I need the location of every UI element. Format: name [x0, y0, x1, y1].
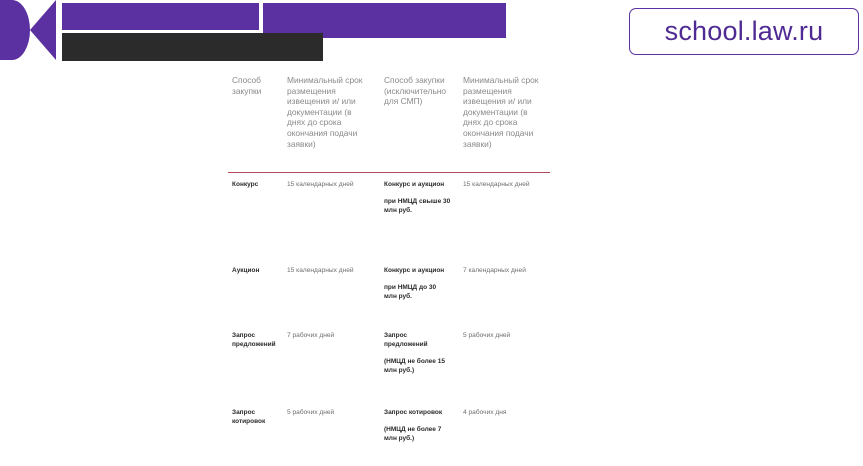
table-cell-method: Аукцион [232, 267, 260, 274]
table-cell-smp-term: 15 календарных дней [463, 181, 530, 188]
table-cell-method: Запрос котировок [232, 409, 266, 425]
table-cell-smp-method: Запрос котировок (НМЦД не более 7 млн руб.) [384, 409, 443, 442]
table-cell-smp-term: 7 календарных дней [463, 267, 526, 274]
header-bar-primary [62, 3, 259, 30]
table-cell-smp-method: Конкурс и аукцион при НМЦД до 30 млн руб. [384, 267, 445, 300]
site-url: school.law.ru [664, 16, 824, 46]
table-cell-term: 5 рабочих дней [287, 409, 335, 416]
table-cell-smp-term: 4 рабочих дня [463, 409, 507, 416]
column-header-term: Минимальный срок размещения извещения и/ или документации (в днях до срока окончания подачи заявки) [287, 75, 363, 149]
table-cell-method: Конкурс [232, 181, 259, 188]
table-cell-term: 15 календарных дней [287, 181, 354, 188]
table-cell-smp-term: 5 рабочих дней [463, 332, 511, 339]
header-divider [228, 172, 550, 173]
table-cell-term: 7 рабочих дней [287, 332, 335, 339]
table-cell-term: 15 календарных дней [287, 267, 354, 274]
table-cell-method: Запрос предложений [232, 332, 276, 348]
table-cell-smp-method: Запрос предложений (НМЦД не более 15 млн руб.) [384, 332, 445, 374]
column-header-smp-term: Минимальный срок размещения извещения и/ или документации (в днях до срока окончания подачи заявки) [463, 75, 539, 149]
logo-mark-icon [0, 0, 56, 60]
column-header-method: Способ закупки [232, 75, 262, 96]
table-cell-smp-method: Конкурс и аукцион при НМЦД свыше 30 млн руб. [384, 181, 451, 214]
column-header-smp-method: Способ закупки (исключительно для СМП) [384, 75, 447, 107]
site-badge[interactable] [629, 8, 859, 55]
header-bar-dark [62, 33, 323, 61]
